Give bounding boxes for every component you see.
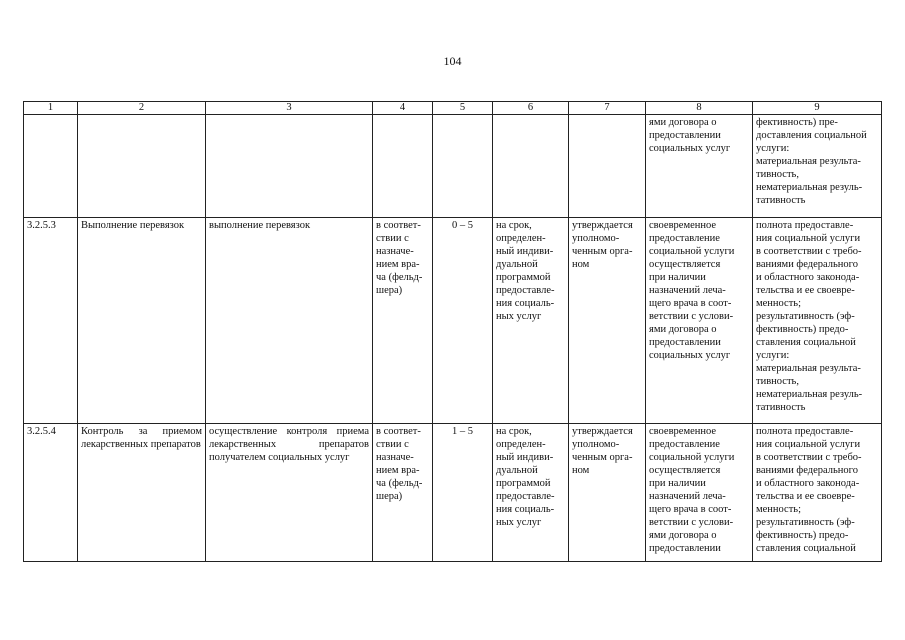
table-cell xyxy=(433,115,493,218)
service-description: осуществление контроля приема лекарственных препаратов получателем социальных услуг xyxy=(206,424,373,562)
service-code: 3.2.5.3 xyxy=(24,218,78,424)
service-name: Выполнение перевязок xyxy=(78,218,206,424)
table-cell xyxy=(493,115,569,218)
table-header-row xyxy=(24,102,882,115)
service-range: 0 – 5 xyxy=(433,218,493,424)
column-header: 8 xyxy=(646,102,753,115)
column-header: 7 xyxy=(569,102,646,115)
column-header: 2 xyxy=(78,102,206,115)
column-header: 5 xyxy=(433,102,493,115)
table-cell xyxy=(569,115,646,218)
column-header: 3 xyxy=(206,102,373,115)
service-term: на срок, определен- ный индиви- дуальной программой предоставле- ния социаль- ных услуг xyxy=(493,218,569,424)
column-header: 4 xyxy=(373,102,433,115)
service-name: Контроль за приемом лекарственных препаратов xyxy=(78,424,206,562)
table-row xyxy=(24,115,882,218)
table-cell xyxy=(206,115,373,218)
table-cell xyxy=(373,115,433,218)
table-cell: ями договора о предоставлении социальных услуг xyxy=(646,115,753,218)
table-cell: фективность) пре- доставления социальной услуги: материальная результа- тивность, нематериальная резуль- тативность xyxy=(753,115,882,218)
service-term: на срок, определен- ный индиви- дуальной программой предоставле- ния социаль- ных услуг xyxy=(493,424,569,562)
table-cell xyxy=(78,115,206,218)
service-basis: в соответ- ствии с назначе- нием вра- ча (фельд- шера) xyxy=(373,424,433,562)
service-tariff: утверждается уполномо- ченным орга- ном xyxy=(569,218,646,424)
service-range: 1 – 5 xyxy=(433,424,493,562)
table-row xyxy=(24,218,882,424)
table-cell xyxy=(24,115,78,218)
service-conditions: своевременное предоставление социальной услуги осуществляется при наличии назначений леча- щего врача в соот- ветствии с услови- ями договора о предоставлении xyxy=(646,424,753,562)
column-header: 6 xyxy=(493,102,569,115)
column-header: 1 xyxy=(24,102,78,115)
service-description: выполнение перевязок xyxy=(206,218,373,424)
service-quality: полнота предоставле- ния социальной услуги в соответствии с требо- ваниями федерального и областного законода- тельства и ее своевре- менность; результативность (эф- фективность) предо- ставления социальной xyxy=(753,424,882,562)
service-tariff: утверждается уполномо- ченным орга- ном xyxy=(569,424,646,562)
table-row xyxy=(24,424,882,562)
service-conditions: своевременное предоставление социальной услуги осуществляется при наличии назначений леча- щего врача в соот- ветствии с услови- ями договора о предоставлении социальных услуг xyxy=(646,218,753,424)
services-table xyxy=(23,101,882,562)
column-header: 9 xyxy=(753,102,882,115)
service-basis: в соответ- ствии с назначе- нием вра- ча (фельд- шера) xyxy=(373,218,433,424)
service-quality: полнота предоставле- ния социальной услуги в соответствии с требо- ваниями федерального и областного законода- тельства и ее своевре- менность; результативность (эф- фективность) предо- ставления социальной услуги: материальная результа- тивность, нематериальная резуль- тативность xyxy=(753,218,882,424)
page-number: 104 xyxy=(443,54,462,68)
service-code: 3.2.5.4 xyxy=(24,424,78,562)
